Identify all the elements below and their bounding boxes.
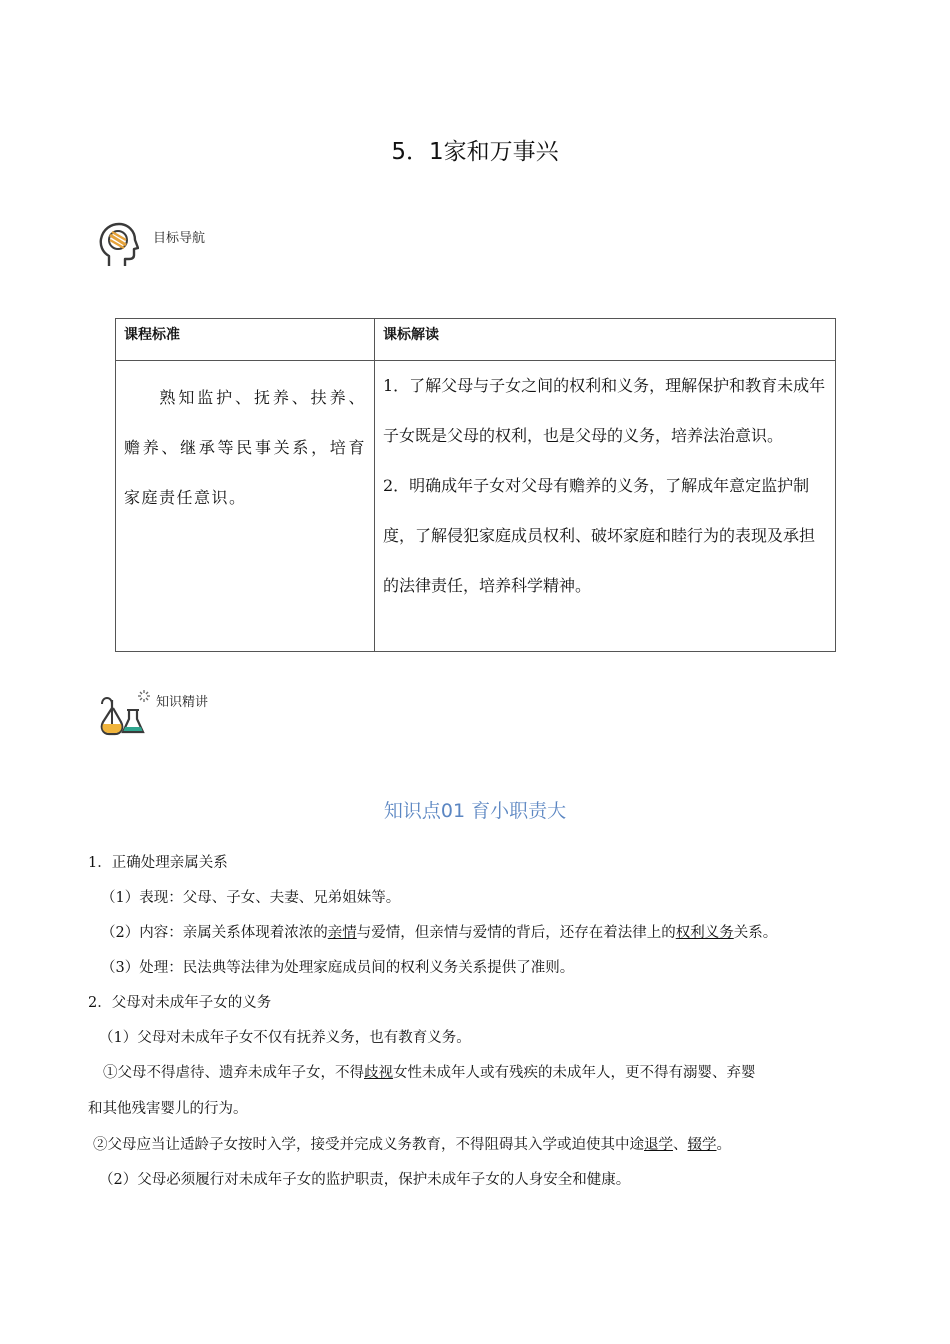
knowledge-point-title: 知识点01 育小职责大	[383, 800, 567, 822]
paragraph-obligation-2: （2）父母必须履行对未成年子女的监护职责，保护未成年子女的人身安全和健康。	[99, 1172, 631, 1188]
interpretation-item: 1．了解父母与子女之间的权利和义务，理解保护和教育未成年子女既是父母的权利，也是父母的义务，培养法治意识。	[383, 376, 826, 445]
page-title: 5．1家和万事兴	[391, 139, 559, 165]
sparkle-icon	[138, 690, 150, 702]
paragraph-item-1-cont: 和其他残害婴儿的行为。	[88, 1101, 248, 1117]
underline-term: 权利义务	[675, 925, 734, 941]
underline-term: 亲情	[327, 925, 357, 941]
heading-obligations: 2．父母对未成年子女的义务	[88, 995, 272, 1011]
paragraph-content: （2）内容：亲属关系体现着浓浓的亲情与爱情，但亲情与爱情的背后，还存在着法律上的权利义务关系。	[101, 925, 778, 941]
table-cell-interpretation	[375, 361, 836, 652]
curriculum-table	[115, 318, 836, 652]
paragraph-obligation-1: （1）父母对未成年子女不仅有抚养义务，也有教育义务。	[99, 1030, 471, 1046]
table-cell-standard: 熟知监护、抚养、扶养、赡养、继承等民事关系，培育家庭责任意识。	[116, 361, 375, 652]
paragraph-item-1: ①父母不得虐待、遗弃未成年子女，不得歧视女性未成年人或有残疾的未成年人，更不得有溺婴、弃婴	[103, 1065, 756, 1081]
table-header-standard: 课程标准	[116, 319, 375, 361]
paragraph-manifestation: （1）表现：父母、子女、夫妻、兄弟姐妹等。	[101, 890, 401, 906]
head-gear-icon	[97, 222, 139, 268]
underline-term: 歧视	[364, 1065, 393, 1081]
underline-term: 退学	[644, 1137, 673, 1153]
interpretation-item: 2．明确成年子女对父母有赡养的义务，了解成年意定监护制度，了解侵犯家庭成员权利、破坏家庭和睦行为的表现及承担的法律责任，培养科学精神。	[383, 476, 816, 595]
underline-term: 辍学	[687, 1137, 717, 1153]
table-header-interpretation: 课标解读	[375, 319, 836, 361]
heading-relations: 1．正确处理亲属关系	[88, 855, 228, 871]
paragraph-handling: （3）处理：民法典等法律为处理家庭成员间的权利义务关系提供了准则。	[101, 960, 575, 976]
paragraph-item-2: ②父母应当让适龄子女按时入学，接受并完成义务教育，不得阻碍其入学或迫使其中途退学、辍学。	[93, 1137, 731, 1153]
section-goal-label: 目标导航	[153, 231, 206, 246]
section-knowledge-label: 知识精讲	[156, 695, 209, 710]
